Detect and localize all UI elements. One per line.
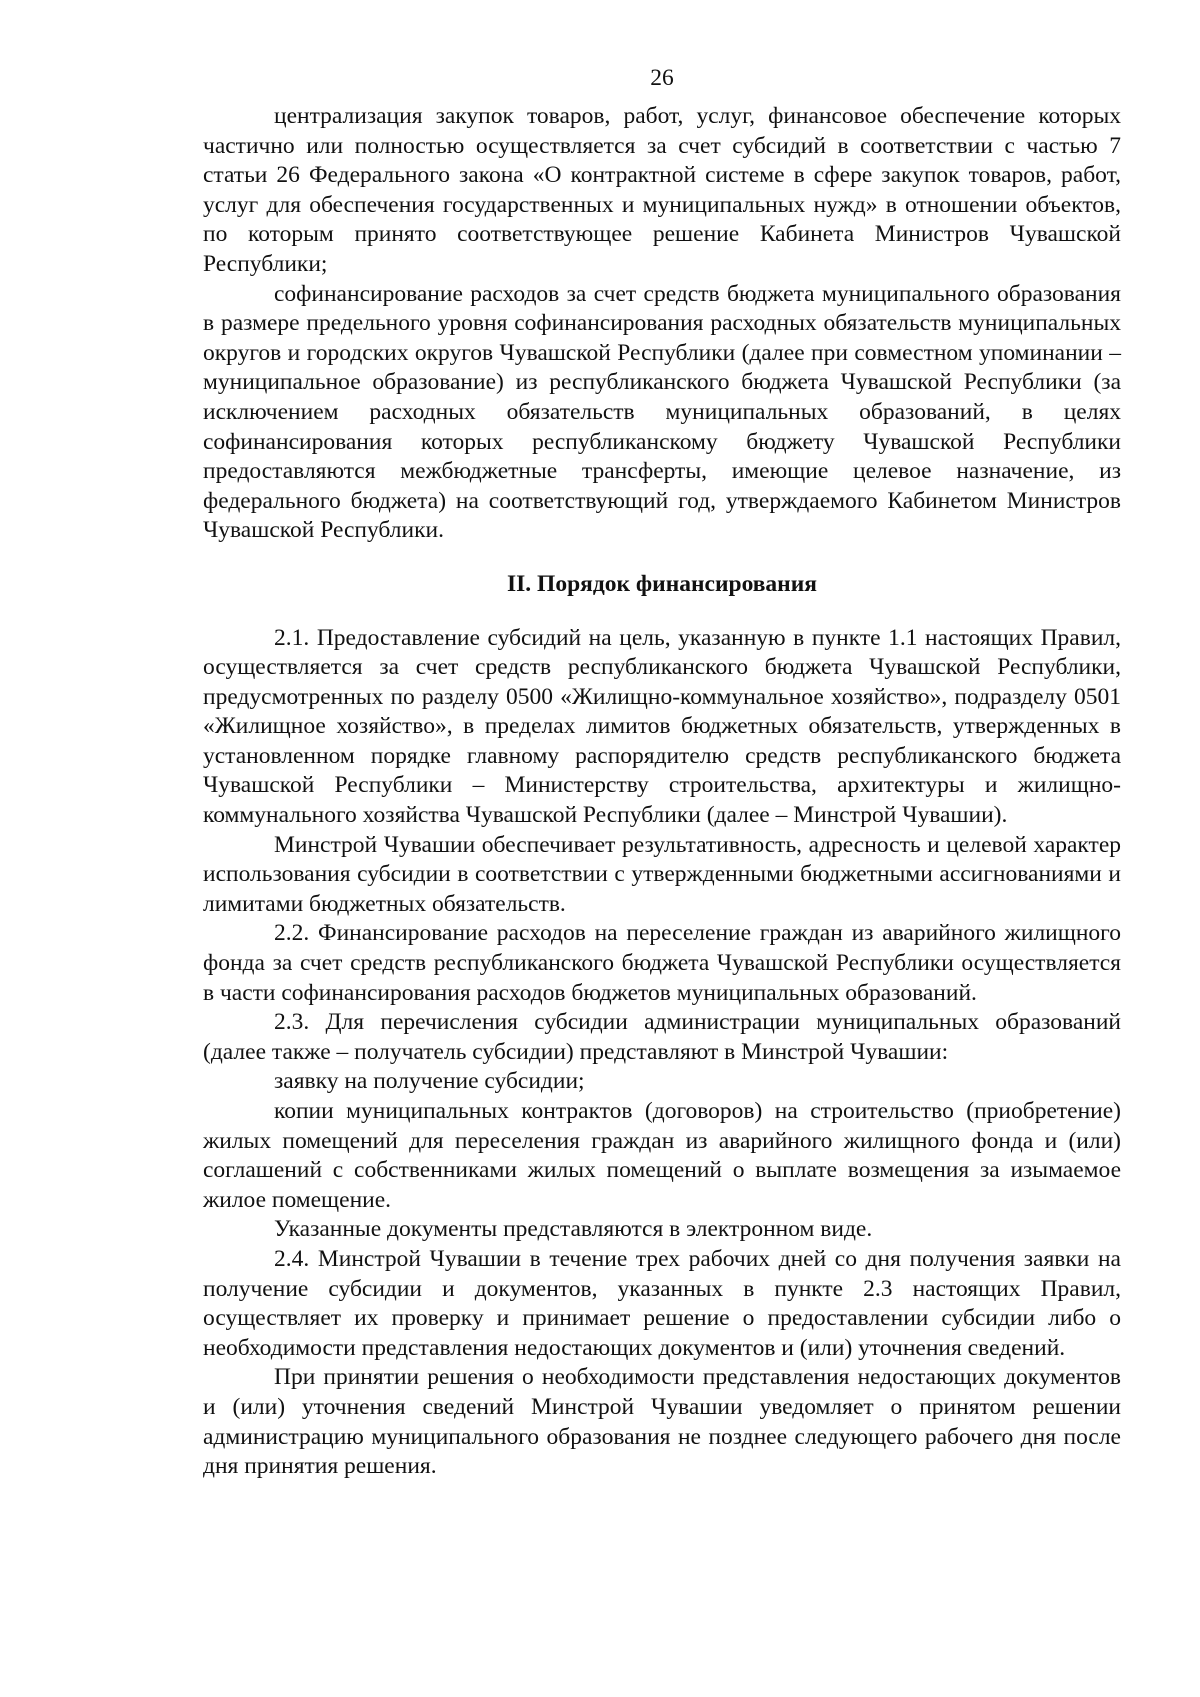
paragraph-2-4: 2.4. Минстрой Чувашии в течение трех рабочих дней со дня получения заявки на получение субсидии и документов, указанных в пункте 2.3 настоящих Правил, осуществляет их проверку и принимает решение о предоставлении субсидии либо о необходимости представления недостающих документов и (или) уточнения сведений. [203, 1245, 1121, 1361]
paragraph-centralization: централизация закупок товаров, работ, услуг, финансовое обеспечение которых частично или полностью осуществляется за счет субсидий в соответствии с частью 7 статьи 26 Федерального закона «О контрактной системе в сфере закупок товаров, работ, услуг для обеспечения государственных и муниципальных нужд» в отношении объектов, по которым принято соответствующее решение Кабинета Министров Чувашской Республики; [203, 103, 1121, 277]
paragraph-2-1: 2.1. Предоставление субсидий на цель, указанную в пункте 1.1 настоящих Правил, осуществляется за счет средств республиканского бюджета Чувашской Республики, предусмотренных по разделу 0500 «Жилищно-коммунальное хозяйство», подразделу 0501 «Жилищное хозяйство», в пределах лимитов бюджетных обязательств, утвержденных в установленном порядке главному распорядителю средств республиканского бюджета Чувашской Республики – Министерству строительства, архитектуры и жилищно-коммунального хозяйства Чувашской Республики (далее – Минстрой Чувашии). [203, 624, 1121, 829]
paragraph-2-2: 2.2. Финансирование расходов на переселение граждан из аварийного жилищного фонда за счет средств республиканского бюджета Чувашской Республики осуществляется в части софинансирования расходов бюджетов муниципальных образований. [203, 920, 1121, 1006]
paragraph-contract-copies: копии муниципальных контрактов (договоров) на строительство (приобретение) жилых помещений для переселения граждан из аварийного жилищного фонда и (или) соглашений с собственниками жилых помещений о выплате возмещения за изымаемое жилое помещение. [203, 1098, 1121, 1213]
paragraph-minstroy-responsibility: Минстрой Чувашии обеспечивает результативность, адресность и целевой характер использования субсидии в соответствии с утвержденными бюджетными ассигнованиями и лимитами бюджетных обязательств. [203, 831, 1121, 917]
page-number: 26 [650, 65, 674, 91]
section-title: II. Порядок финансирования [507, 570, 817, 597]
paragraph-electronic-form: Указанные документы представляются в электронном виде. [274, 1216, 873, 1243]
document-page [203, 62, 1121, 1482]
paragraph-2-3: 2.3. Для перечисления субсидии администрации муниципальных образований (далее также – получатель субсидии) представляют в Минстрой Чувашии: [203, 1009, 1121, 1065]
paragraph-notification: При принятии решения о необходимости представления недостающих документов и (или) уточнения сведений Минстрой Чувашии уведомляет о принятом решении администрацию муниципального образования не позднее следующего рабочего дня после дня принятия решения. [203, 1364, 1121, 1480]
paragraph-cofinancing: софинансирование расходов за счет средств бюджета муниципального образования в размере предельного уровня софинансирования расходных обязательств муниципальных округов и городских округов Чувашской Республики (далее при совместном упоминании – муниципальное образование) из республиканского бюджета Чувашской Республики (за исключением расходных обязательств муниципальных образований, в целях софинансирования которых республиканскому бюджету Чувашской Республики предоставляются межбюджетные трансферты, имеющие целевое назначение, из федерального бюджета) на соответствующий год, утверждаемого Кабинетом Министров Чувашской Республики. [203, 280, 1121, 544]
paragraph-application: заявку на получение субсидии; [274, 1068, 585, 1095]
